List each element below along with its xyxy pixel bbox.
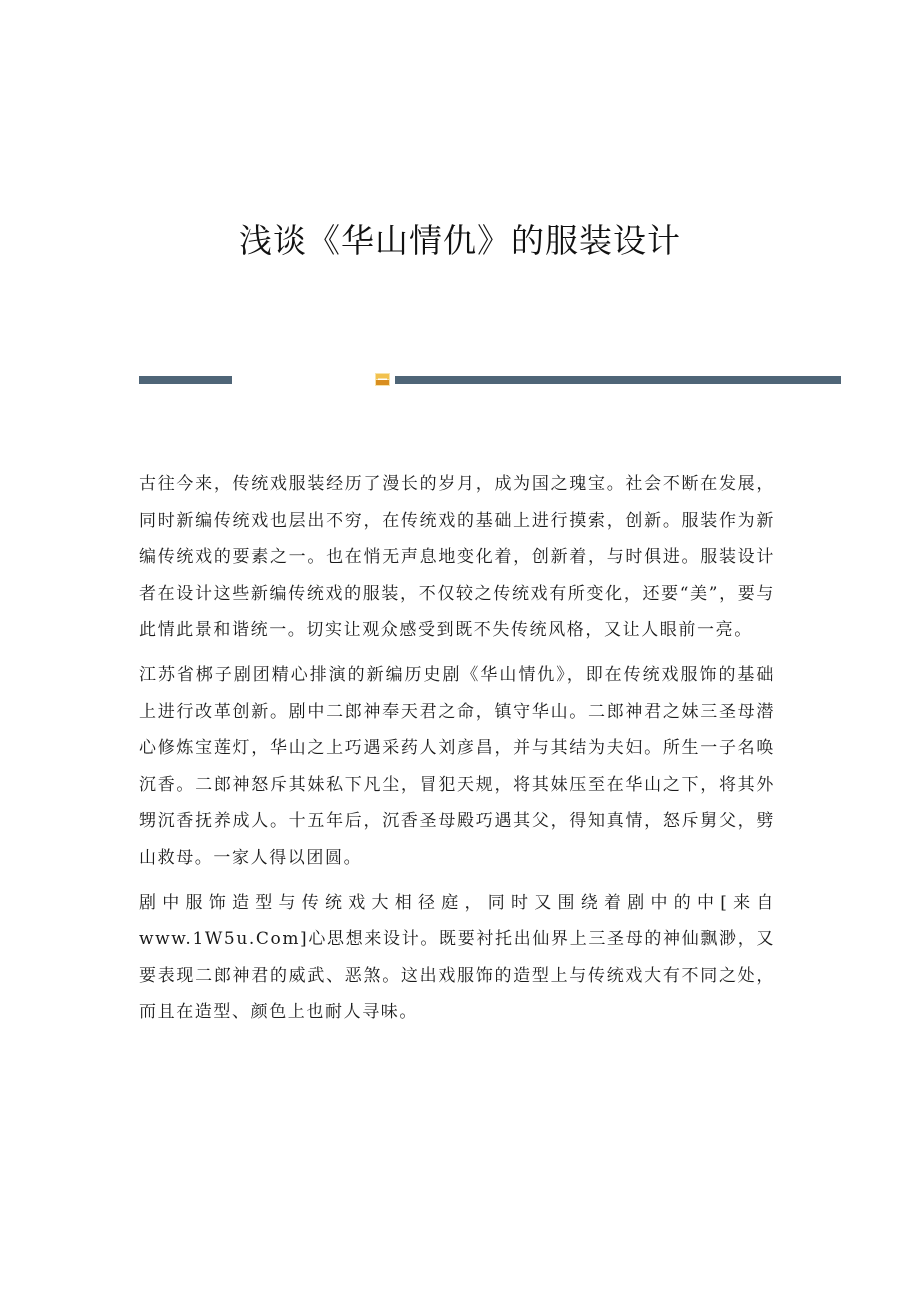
- ornament-icon: [375, 373, 390, 386]
- divider-bar-left: [139, 376, 232, 384]
- title-divider: [139, 372, 841, 386]
- divider-bar-right: [395, 376, 841, 384]
- body-paragraph-1: 古往今来，传统戏服装经历了漫长的岁月，成为国之瑰宝。社会不断在发展，同时新编传统戏也层出不穷，在传统戏的基础上进行摸索，创新。服装作为新编传统戏的要素之一。也在悄无声息地变化着，创新着，与时俱进。服装设计者在设计这些新编传统戏的服装，不仅较之传统戏有所变化，还要“美”，要与此情此景和谐统一。切实让观众感受到既不失传统风格，又让人眼前一亮。: [139, 474, 775, 641]
- body-paragraph-2: 江苏省梆子剧团精心排演的新编历史剧《华山情仇》，即在传统戏服饰的基础上进行改革创新。剧中二郎神奉天君之命，镇守华山。二郎神君之妹三圣母潜心修炼宝莲灯，华山之上巧遇采药人刘彦昌，并与其结为夫妇。所生一子名唤沉香。二郎神怒斥其妹私下凡尘，冒犯天规，将其妹压至在华山之下，将其外甥沉香抚养成人。十五年后，沉香圣母殿巧遇其父，得知真情，怒斥舅父，劈山救母。一家人得以团圆。: [139, 664, 775, 868]
- document-body: [139, 466, 775, 1039]
- document-title: 浅谈《华山情仇》的服装设计: [239, 221, 681, 260]
- body-paragraph-3: 剧中服饰造型与传统戏大相径庭，同时又围绕着剧中的中[来自www.1W5u.Com]心思想来设计。既要衬托出仙界上三圣母的神仙飘渺，又要表现二郎神君的威武、恶煞。这出戏服饰的造型上与传统戏大有不同之处，而且在造型、颜色上也耐人寻味。: [139, 892, 775, 1023]
